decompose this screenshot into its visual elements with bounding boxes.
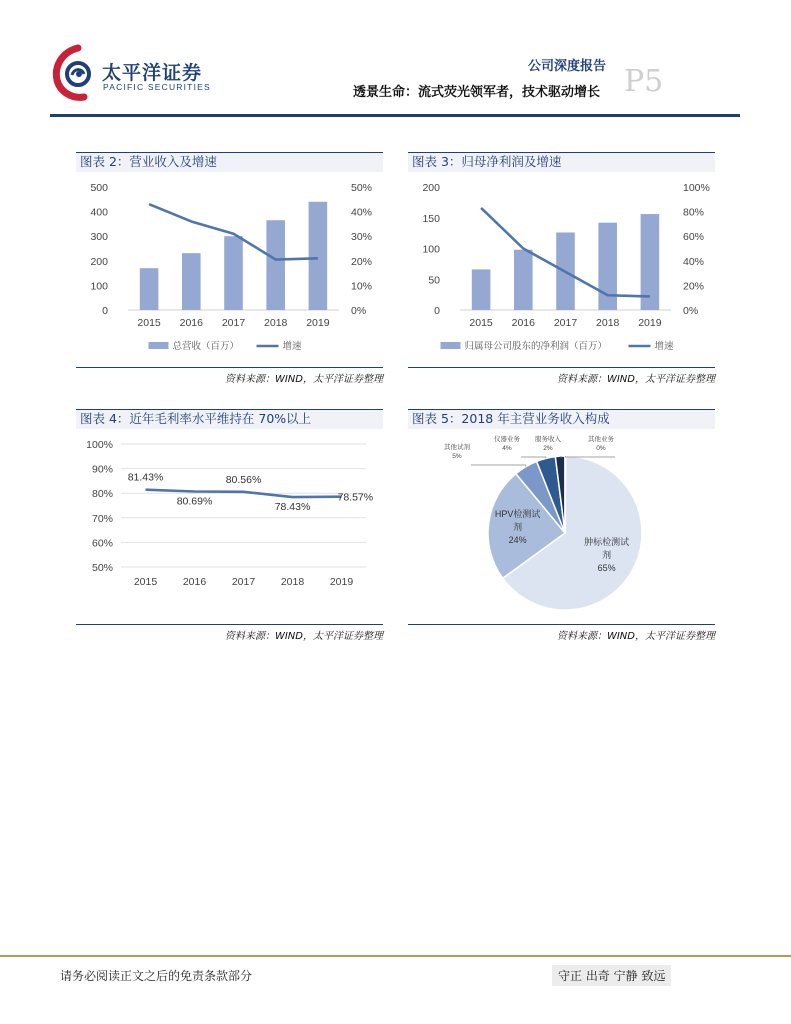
y-tick-label-left: 100 bbox=[90, 280, 108, 293]
y-tick-label: 80% bbox=[91, 488, 113, 501]
slice-label: 剂 bbox=[602, 550, 612, 561]
panel-title: 图表 2：营业收入及增速 bbox=[76, 152, 383, 172]
source-note: 资料来源：WIND，太平洋证券整理 bbox=[224, 631, 383, 642]
y-tick-label-right: 80% bbox=[683, 206, 705, 219]
revenue-chart bbox=[76, 172, 383, 368]
x-tick-label: 2015 bbox=[137, 317, 161, 329]
header-rule bbox=[50, 114, 740, 117]
x-tick-label: 2019 bbox=[329, 576, 354, 588]
bar bbox=[266, 220, 285, 310]
slice-pct: 2% bbox=[543, 445, 553, 452]
source-note: 资料来源：WIND，太平洋证券整理 bbox=[556, 374, 715, 385]
y-tick-label: 90% bbox=[91, 463, 113, 476]
y-tick-label-left: 100 bbox=[422, 243, 440, 256]
y-tick-label-right: 40% bbox=[351, 206, 373, 219]
legend-label-bar: 归属母公司股东的净利润（百万） bbox=[464, 341, 608, 352]
revenue-mix-chart bbox=[408, 429, 715, 625]
pie-slice bbox=[565, 456, 566, 533]
footer-disclaimer: 请务必阅读正文之后的免责条款部分 bbox=[60, 969, 253, 983]
logo-cn: 太平洋证券 bbox=[102, 62, 203, 84]
source-note: 资料来源：WIND，太平洋证券整理 bbox=[224, 374, 383, 385]
y-tick-label-left: 300 bbox=[90, 231, 108, 244]
y-tick-label-right: 30% bbox=[351, 231, 373, 244]
slice-label: 肿标检测试 bbox=[584, 537, 630, 548]
x-tick-label: 2018 bbox=[264, 317, 288, 329]
y-tick-label-right: 10% bbox=[351, 280, 373, 293]
panel-title: 图表 4：近年毛利率水平维持在 70%以上 bbox=[76, 409, 383, 429]
x-tick-label: 2017 bbox=[221, 317, 246, 329]
slice-pct: 24% bbox=[508, 535, 527, 546]
x-tick-label: 2016 bbox=[179, 317, 203, 329]
report-type: 公司深度报告 bbox=[528, 59, 607, 74]
bar bbox=[309, 202, 328, 310]
legend-label-line: 增速 bbox=[282, 341, 302, 352]
slice-label: 服务收入 bbox=[535, 436, 561, 443]
x-tick-label: 2015 bbox=[469, 317, 493, 329]
y-tick-label-left: 0 bbox=[102, 305, 108, 317]
page-number: P5 bbox=[624, 64, 664, 99]
data-label: 80.56% bbox=[225, 473, 262, 486]
y-tick-label-left: 400 bbox=[90, 206, 108, 219]
y-tick-label-right: 0% bbox=[351, 305, 367, 317]
y-tick-label-left: 0 bbox=[434, 305, 440, 317]
y-tick-label-right: 0% bbox=[683, 305, 699, 317]
y-tick-label-left: 200 bbox=[90, 255, 108, 268]
slice-pct: 65% bbox=[597, 563, 616, 574]
data-label: 81.43% bbox=[127, 471, 164, 484]
x-tick-label: 2016 bbox=[182, 576, 207, 588]
report-title: 透景生命：流式荧光领军者，技术驱动增长 bbox=[353, 85, 601, 100]
y-tick-label: 70% bbox=[91, 512, 113, 525]
y-tick-label: 60% bbox=[91, 537, 113, 550]
panel-title: 图表 5：2018 年主营业务收入构成 bbox=[408, 409, 715, 429]
leader-line bbox=[521, 457, 546, 458]
y-tick-label-right: 100% bbox=[683, 182, 710, 194]
chart-panel-revenue-mix bbox=[408, 409, 715, 625]
logo-en: PACIFIC SECURITIES bbox=[103, 82, 211, 92]
x-tick-label: 2018 bbox=[596, 317, 620, 329]
x-tick-label: 2016 bbox=[511, 317, 535, 329]
footer-rule bbox=[0, 955, 791, 957]
panel-title: 图表 3：归母净利润及增速 bbox=[408, 152, 715, 172]
slice-label: 其他试剂 bbox=[444, 444, 470, 451]
bar bbox=[514, 250, 533, 310]
x-tick-label: 2019 bbox=[638, 317, 662, 329]
bar bbox=[224, 236, 243, 310]
y-tick-label: 50% bbox=[91, 562, 113, 574]
slice-label: 剂 bbox=[513, 522, 523, 533]
legend-swatch-bar bbox=[441, 342, 461, 349]
x-tick-label: 2017 bbox=[553, 317, 578, 329]
y-tick-label-left: 500 bbox=[90, 182, 108, 194]
y-tick-label-left: 200 bbox=[422, 182, 440, 194]
chart-panel-gross-margin bbox=[76, 409, 383, 625]
bar bbox=[472, 269, 491, 310]
source-note: 资料来源：WIND，太平洋证券整理 bbox=[556, 631, 715, 642]
y-tick-label-right: 60% bbox=[683, 231, 705, 244]
legend-label-line: 增速 bbox=[654, 341, 674, 352]
x-tick-label: 2017 bbox=[231, 576, 256, 588]
y-tick-label-left: 150 bbox=[422, 212, 440, 225]
slice-label: HPV检测试 bbox=[494, 509, 541, 520]
footer-motto: 守正 出奇 宁静 致远 bbox=[552, 965, 671, 986]
y-tick-label-right: 50% bbox=[351, 182, 373, 194]
slice-pct: 5% bbox=[452, 453, 462, 460]
slice-label: 其他业务 bbox=[588, 436, 614, 443]
x-tick-label: 2018 bbox=[280, 576, 305, 588]
data-label: 78.43% bbox=[274, 501, 311, 514]
y-tick-label-right: 20% bbox=[351, 255, 373, 268]
data-label: 80.69% bbox=[176, 495, 213, 508]
y-tick-label-left: 50 bbox=[428, 274, 440, 287]
x-tick-label: 2015 bbox=[133, 576, 158, 588]
net-profit-chart bbox=[408, 172, 715, 368]
slice-pct: 0% bbox=[596, 445, 606, 452]
x-tick-label: 2019 bbox=[306, 317, 330, 329]
slice-label: 仪器业务 bbox=[494, 436, 520, 443]
y-tick-label: 100% bbox=[86, 439, 113, 451]
gross-margin-chart bbox=[76, 429, 383, 625]
bar bbox=[182, 253, 201, 310]
legend-swatch-bar bbox=[149, 342, 169, 349]
chart-panel-net-profit bbox=[408, 152, 715, 368]
legend-label-bar: 总营收（百万） bbox=[172, 341, 240, 352]
data-label: 78.57% bbox=[337, 491, 374, 504]
y-tick-label-right: 40% bbox=[683, 255, 705, 268]
y-tick-label-right: 20% bbox=[683, 280, 705, 293]
bar bbox=[598, 223, 617, 310]
company-logo bbox=[52, 44, 252, 104]
leader-line bbox=[471, 465, 526, 467]
chart-panel-revenue bbox=[76, 152, 383, 368]
slice-pct: 4% bbox=[502, 445, 512, 452]
logo-emblem-icon bbox=[52, 44, 98, 102]
bar bbox=[140, 268, 159, 310]
